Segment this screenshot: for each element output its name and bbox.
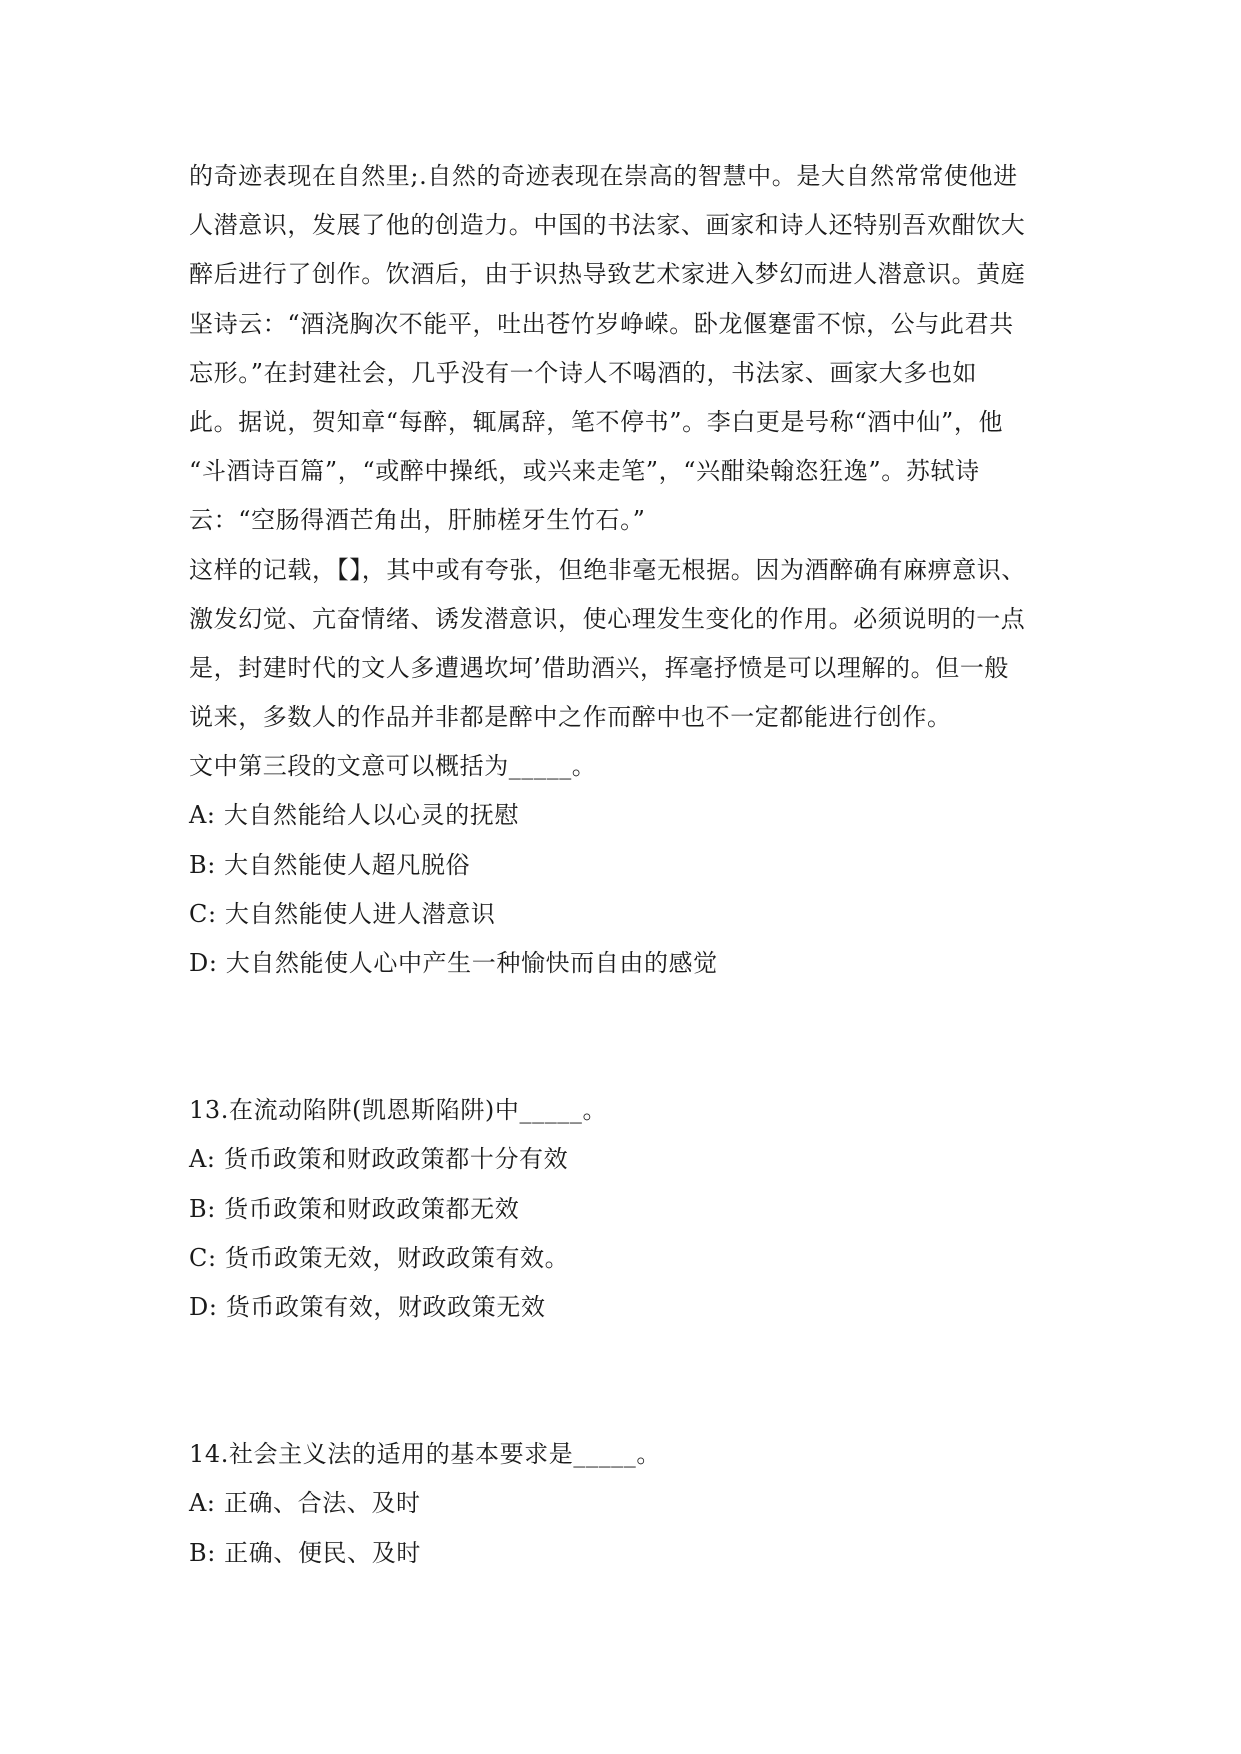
option-b: B: 大自然能使人超凡脱俗 [189,850,471,879]
document-page [189,152,1069,1578]
question-13 [189,1086,1069,1332]
reading-passage [189,152,1069,742]
spacer [189,988,1069,1086]
question-14 [189,1430,1069,1578]
passage-line: 人潜意识，发展了他的创造力。中国的书法家、画家和诗人还特别吾欢酣饮大 [189,211,1026,240]
passage-line: 坚诗云：“酒浇胸次不能平，吐出苍竹岁峥嵘。卧龙偃蹇雷不惊，公与此君共 [189,309,1014,338]
option-c: C: 货币政策无效，财政政策有效。 [189,1243,570,1272]
passage-line: 说来，多数人的作品并非都是醉中之作而醉中也不一定都能进行创作。 [189,703,952,732]
passage-line: “斗酒诗百篇”，“或醉中操纸，或兴来走笔”，“兴酣染翰恣狂逸”。苏轼诗 [189,457,980,486]
passage-line: 醉后进行了创作。饮酒后，由于识热导致艺术家进入梦幻而进人潜意识。黄庭 [189,260,1026,289]
passage-line: 这样的记载，【】，其中或有夸张，但绝非毫无根据。因为酒醉确有麻痹意识、 [189,555,1026,584]
option-a: A: 货币政策和财政政策都十分有效 [189,1145,569,1174]
option-c: C: 大自然能使人进人潜意识 [189,899,496,928]
passage-line: 忘形。”在封建社会，几乎没有一个诗人不喝酒的，书法家、画家大多也如 [189,358,978,387]
option-b: B: 货币政策和财政政策都无效 [189,1194,520,1223]
option-d: D: 大自然能使人心中产生一种愉快而自由的感觉 [189,949,718,977]
question-stem: 14.社会主义法的适用的基本要求是_____。 [189,1440,661,1469]
spacer [189,1332,1069,1430]
passage-line: 激发幻觉、亢奋情绪、诱发潜意识，使心理发生变化的作用。必须说明的一点 [189,604,1026,633]
passage-line: 此。据说，贺知章“每醉，辄属辞，笔不停书”。李白更是号称“酒中仙”，他 [189,407,1004,436]
option-a: A: 正确、合法、及时 [189,1489,421,1518]
option-b: B: 正确、便民、及时 [189,1538,421,1567]
question-stem: 文中第三段的文意可以概括为_____。 [189,752,597,781]
passage-line: 的奇迹表现在自然里;.自然的奇迹表现在崇高的智慧中。是大自然常常使他进 [189,162,1018,190]
question-stem: 13.在流动陷阱(凯恩斯陷阱)中_____。 [189,1096,608,1125]
question-12 [189,742,1069,988]
option-d: D: 货币政策有效，财政政策无效 [189,1292,546,1321]
passage-line: 云：“空肠得酒芒角出，肝肺槎牙生竹石。” [189,506,646,535]
option-a: A: 大自然能给人以心灵的抚慰 [189,801,520,830]
passage-line: 是，封建时代的文人多遭遇坎坷’借助酒兴，挥毫抒愤是可以理解的。但一般 [189,653,1010,682]
